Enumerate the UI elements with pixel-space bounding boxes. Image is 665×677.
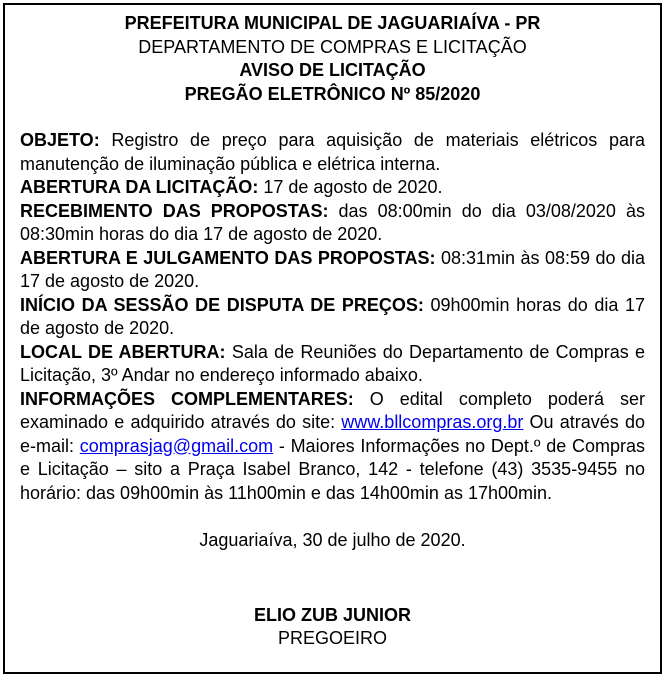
date-line: Jaguariaíva, 30 de julho de 2020. (199, 530, 466, 550)
label-recebimento-propostas: RECEBIMENTO DAS PROPOSTAS: (20, 200, 329, 221)
text-abertura-licitacao: 17 de agosto de 2020. (258, 177, 443, 197)
paragraph-inicio-sessao-disputa (20, 294, 645, 341)
text-objeto: Registro de preço para aquisição de materiais elétricos para manutenção de iluminação pública e elétrica interna. (20, 130, 645, 174)
label-abertura-julgamento: ABERTURA E JULGAMENTO DAS PROPOSTAS: (20, 247, 436, 268)
header-line-department: DEPARTAMENTO DE COMPRAS E LICITAÇÃO (138, 36, 527, 57)
paragraph-objeto (20, 129, 645, 176)
paragraph-informacoes-complementares (20, 388, 645, 506)
label-abertura-licitacao: ABERTURA DA LICITAÇÃO: (20, 177, 259, 197)
paragraph-abertura-licitacao (20, 176, 645, 200)
notice-header (20, 12, 645, 106)
text-recebimento-propostas: das 08:00min do dia 03/08/2020 às 08:30min horas do dia 17 de agosto de 2020. (20, 200, 645, 244)
notice-body (20, 129, 645, 505)
text-informacoes-complementares: - Maiores Informações no Dept.º de Compras e Licitação – sito a Praça Isabel Branco, 142 - telefone (43) 3535-9455 no horário: das 09h00min às 11h00min e das 14h00min as 17h00min. (20, 435, 645, 503)
text-abertura-julgamento: 08:31min às 08:59 do dia 17 de agosto de 2020. (20, 247, 645, 291)
signature-role: PREGOEIRO (277, 628, 388, 648)
header-line-notice-type: AVISO DE LICITAÇÃO (239, 60, 426, 80)
paragraph-abertura-julgamento (20, 247, 645, 294)
header-line-auction-number: PREGÃO ELETRÔNICO Nº 85/2020 (184, 83, 481, 104)
text-local-abertura: Sala de Reuniões do Departamento de Compras e Licitação, 3º Andar no endereço informado abaixo. (20, 341, 645, 385)
text-informacoes-complementares: Ou através do e-mail: (20, 412, 645, 456)
signature-name: ELIO ZUB JUNIOR (253, 604, 411, 625)
label-inicio-sessao-disputa: INÍCIO DA SESSÃO DE DISPUTA DE PREÇOS: (20, 294, 424, 315)
label-informacoes-complementares: INFORMAÇÕES COMPLEMENTARES: (20, 388, 354, 409)
paragraph-local-abertura (20, 341, 645, 388)
text-inicio-sessao-disputa: 09h00min horas do dia 17 de agosto de 2020. (20, 294, 645, 338)
label-objeto: OBJETO: (20, 130, 100, 150)
licitacao-notice-document (3, 3, 662, 674)
label-local-abertura: LOCAL DE ABERTURA: (20, 341, 226, 362)
header-line-municipality: PREFEITURA MUNICIPAL DE JAGUARIAÍVA - PR (124, 13, 541, 33)
signature-block (20, 604, 645, 651)
paragraph-recebimento-propostas (20, 200, 645, 247)
email-link[interactable]: comprasjag@gmail.com (79, 435, 274, 456)
text-informacoes-complementares: O edital completo poderá ser examinado e adquirido através do site: (20, 388, 645, 432)
site-link[interactable]: www.bllcompras.org.br (341, 412, 524, 432)
